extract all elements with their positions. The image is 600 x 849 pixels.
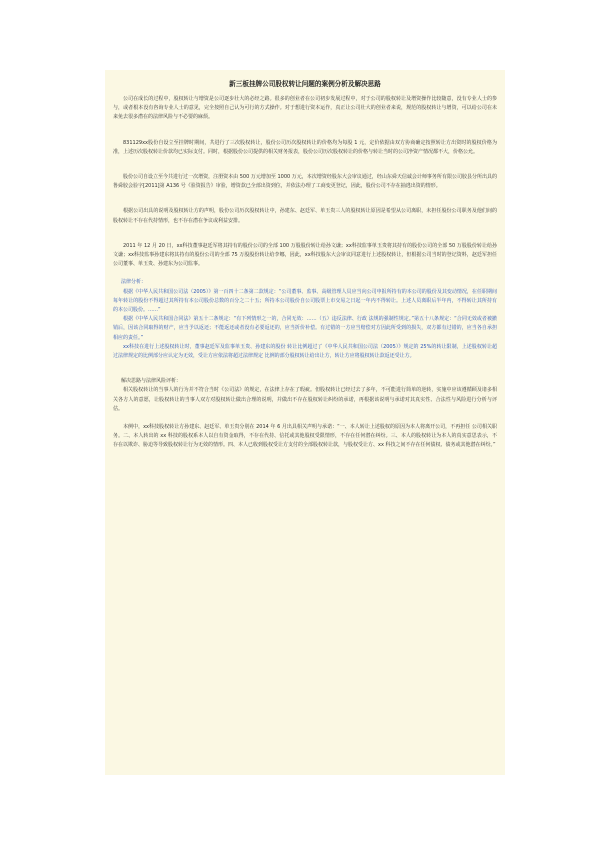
law-paragraph-conclusion: xx科技在进行上述股权转让时，董事赵廷军及监事单玉贵、孙建东的股份 转让比例超过了《中华人民共和国公司法（2005）》规定的 25%的转让限制，上述股权转让超过法律规定的比例部分应认定为无效，受让方应依法将超过法律规定 比例的部分股权转让给出让方，转让方应将股权转让款返还受让方。 [113, 343, 497, 360]
paragraph-capital-increase: 股份公司自设立至今共进行过一次增资，注册资本由 500 万元增加至 1000 万元，本次增资经股东大会审议通过，经山东舜天信诚会计师事务所有限公司胶县分所出具的鲁舜胶会验字[2011]第 A136 号《验资报告》审验，增资款已全部出资到位，并依法办理了工商变更登记，因此，股份公司不存在抽逃出资的情形。 [113, 174, 497, 190]
paragraph-transfer-reasons: 根据公司出具的说明及股权转让方的声明，股份公司历次股权转让中，孙建东、赵廷军、单玉贵三人的股权转让原因是希望从公司离职，未担任股份公司职务及他们间的股权转让不存在代持情形，也不存在潜在争议或利益安排。 [113, 208, 497, 224]
paragraph-share-transfers: 831129xx股份自设立至挂牌时期间，共进行了三次股权转让，股份公司历次股权转让的价格均为每股 1 元，定价依据由双方协商确定按照转让方出资时的股权价格为准，上述历次股权转让价款均已实际支付。同时，根据股份公司提供的相关财务报表，股份公司历次股权转让的价格与转让当时的公司净资产情况都不大，价格公允。 [113, 139, 497, 155]
paragraph-declarations: 本例中，xx科技股权转让方孙建东、赵廷军、单玉贵分别在 2014 年 6 月出具相关声明与承诺：“一、本人转让上述股权的原因为本人将离开公司，不再担任 公司相关职务。二、本人转出的 xx 科技的股权系本人以自有资金取得，不存在代持、信托或其他股权受限情形，不存在任何潜在纠纷。三、本人的股权转让为本人的真实意思表示，不存在以欺诈、胁迫等导致股权转让行为无效的情形。四、本人已收到股权受让方支付的全部股权转让款，与股权受让方、xx 科技之间不存在任何债权、债务或其他潜在纠纷。” [113, 424, 497, 449]
paragraph-transfer-details: 2011 年 12 月 20 日，xx科技董事赵廷军将其持有的股份公司的全部 100 万股股份转让给孙文谦；xx科技监事单玉贵将其持有的股份公司的全部 50 万股股份转让给孙文谦；xx科技监事孙建东将其持有的股份公司的全部 75 万股股份转让给李娜，因此，xx科技股东大会审议同意进行上述股权转让，但根据公司当时的登记资料，赵廷军担任公司董事、单玉贵、孙建东为公司监事。 [113, 242, 497, 268]
law-paragraph-company-law: 根据《中华人民共和国公司法（2005）》第一百四十二条第二款规定：“公司董事、监事、高级管理人员应当向公司申报所持有的本公司的股份及其变动情况，在任职期间每年转让的股份不得超过其所持有本公司股份总数的百分之二十五；所持本公司股份自公司股票上市交易之日起一年内不得转让。上述人员离职后半年内，不得转让其所持有的本公司股份。……” [113, 288, 497, 314]
law-paragraph-contract-law: 根据《中华人民共和国合同法》第五十二条规定：“有下列情形之一的，合同无效：……（五）违反法律、行政 法规的强制性规定。”第五十八条规定：“合同无效或者被撤销后，因该合同取得的财产，应当予以返还；不能返还或者没有必要返还的，应当折价补偿。有过错的一方应当赔偿对方因此所受到的损失，双方都有过错的，应当各自承担相应的责任。” [113, 316, 497, 341]
solution-label: 解决思路与法律风险评析： [121, 378, 182, 385]
paragraph-solution: 相关股权转让的当事人的行为并不符合当时《公司法》的规定，在法律上存在了瑕疵。但股权转让已经过去了多年，不可能进行简单的逆转，实施中应该遵循顾及诸多相关各方人的意愿，让股权转让的当事人双方对股权转让做出合理的说明，并做出不存在股权转让纠纷的承诺，再根据该说明与承诺对其真实性、合法性与风险进行分析与评估。 [113, 387, 497, 412]
document-title: 新三板挂牌公司股权转让问题的案例分析及解决思路 [229, 80, 381, 88]
legal-analysis-label: 法律分析： [121, 279, 147, 286]
document-page [105, 70, 505, 775]
paragraph-intro: 公司在成长的过程中，股权转让与增资是公司逐步壮大的必经之路。很多的创业者在公司初步发展过程中，对于公司的股权转让及增资操作比较随意，没有专业人士的参与，或者根本没有咨询专业人士的意见，完全按照自己认为可行的方式操作。对于想进行资本运作，真正让公司壮大的创业者来说，规范的股权转让与增资，可以给公司在未来免去很多潜在的法律风险与不必要的麻烦。 [113, 96, 497, 121]
